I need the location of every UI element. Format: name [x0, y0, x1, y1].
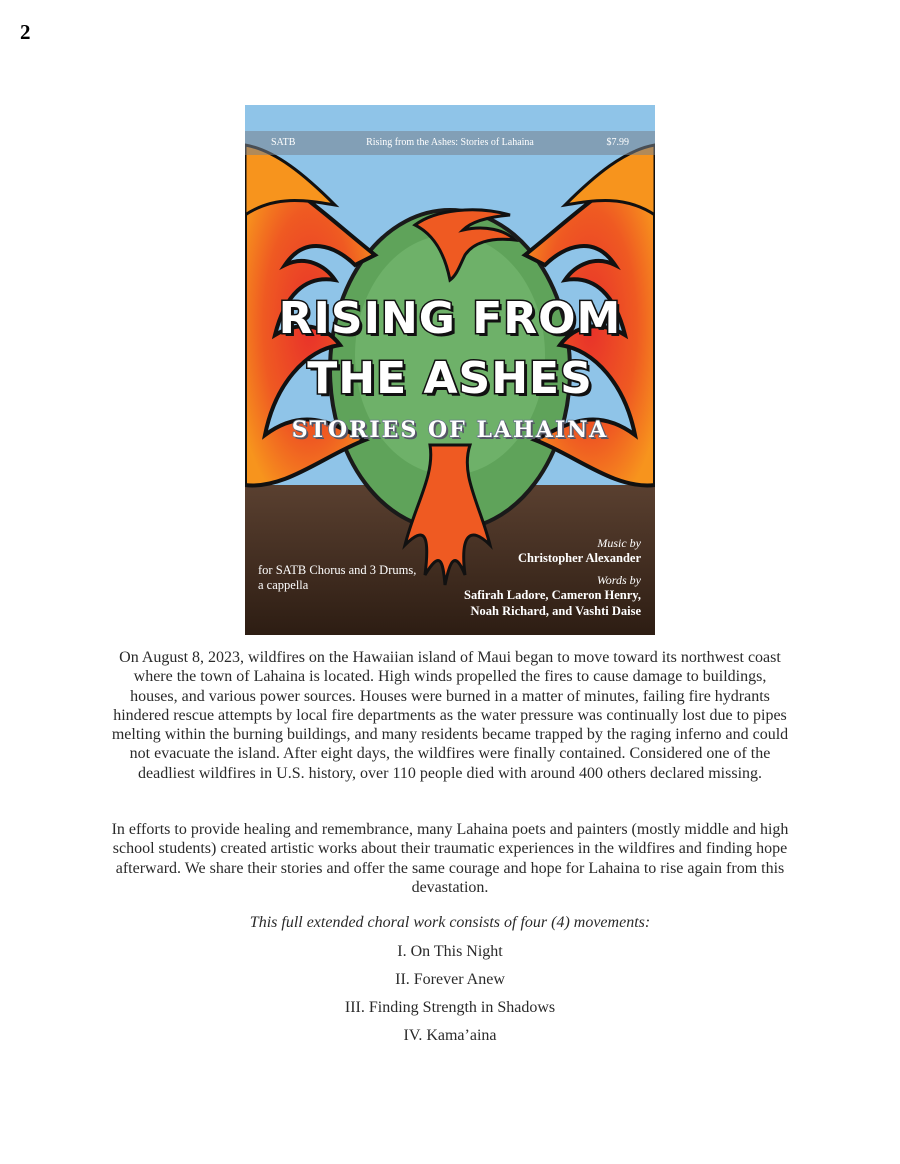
- movements-intro: This full extended choral work consists of four (4) movements:: [249, 914, 651, 931]
- writers-line2: Noah Richard, and Vashti Daise: [470, 604, 641, 618]
- instrumentation: [258, 563, 448, 593]
- cover-top-bar: [245, 131, 655, 155]
- cover-title-line1: RISING FROM: [278, 293, 622, 344]
- cover-image: [245, 105, 655, 635]
- page-number: 2: [20, 20, 31, 44]
- instrumentation-line2: a cappella: [258, 578, 309, 592]
- purpose-paragraph: In efforts to provide healing and remembrance, many Lahaina poets and painters (mostly middle and high school students) created artistic works about their traumatic experiences in the wildfires and finding hope afterward. We share their stories and offer the same courage and hope for Lahaina to rise again from this devastation.: [111, 821, 789, 896]
- history-paragraph: On August 8, 2023, wildfires on the Hawaiian island of Maui began to move toward its northwest coast where the town of Lahaina is located. High winds propelled the fires to cause damage to buildings, houses, and various power sources. Houses were burned in a matter of minutes, failing fire hydrants hindered rescue attempts by local fire departments as the water pressure was continually lost due to pipes melting within the burning buildings, and many residents became trapped by the raging inferno and could not evacuate the island. After eight days, the wildfires were finally contained. Considered one of the deadliest wildfires in U.S. history, over 110 people died with around 400 others declared missing.: [111, 649, 789, 782]
- movement-item: I. On This Night: [397, 943, 503, 960]
- music-label: Music by: [597, 536, 641, 550]
- movement-item: III. Finding Strength in Shadows: [344, 999, 556, 1016]
- composer-name: Christopher Alexander: [517, 551, 641, 565]
- cover-subtitle: STORIES OF LAHAINA: [291, 417, 609, 443]
- cover-price: $7.99: [606, 137, 629, 148]
- cover-title-line2: THE ASHES: [307, 353, 593, 404]
- movements-list: [0, 942, 900, 1054]
- cover-voicing: SATB: [271, 137, 296, 148]
- movement-item: IV. Kama’aina: [403, 1027, 497, 1044]
- cover-running-title: Rising from the Ashes: Stories of Lahaina: [366, 137, 534, 148]
- writers-line1: Safirah Ladore, Cameron Henry,: [464, 588, 641, 602]
- movement-item: II. Forever Anew: [395, 971, 505, 988]
- instrumentation-line1: for SATB Chorus and 3 Drums,: [258, 563, 417, 577]
- words-label: Words by: [596, 573, 641, 587]
